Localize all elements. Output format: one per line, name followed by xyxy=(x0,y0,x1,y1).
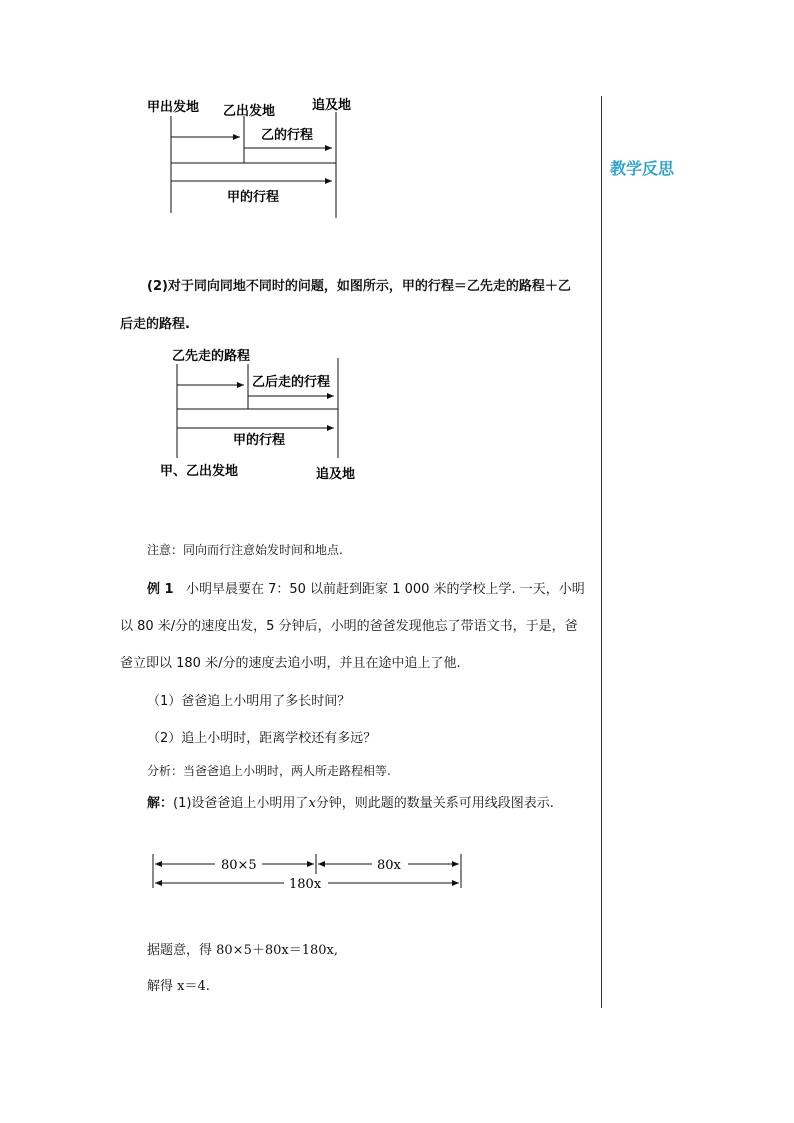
result-expression: x＝4. xyxy=(177,979,210,994)
question-1: （1）爸爸追上小明用了多长时间？ xyxy=(147,694,351,709)
segment-label-80x: 80x xyxy=(377,858,401,873)
segment-diagram xyxy=(0,850,600,895)
example-line3: 爸立即以 180 米/分的速度去追小明，并且在途中追上了他. xyxy=(120,656,461,671)
segment-label-180x: 180x xyxy=(289,877,322,892)
example-line1 xyxy=(147,578,585,597)
example-line2: 以 80 米/分的速度出发，5 分钟后，小明的爸爸发现他忘了带语文书，于是，爸 xyxy=(120,619,578,634)
label-b-distance: 乙的行程 xyxy=(261,128,314,143)
equation-line xyxy=(147,939,338,958)
case2-line1: (2)对于同向同地不同时的问题，如图所示，甲的行程＝乙先走的路程＋乙 xyxy=(147,279,571,294)
solution-label: 解： xyxy=(147,796,174,811)
diagram-same-place-different-time xyxy=(0,340,600,490)
segment-label-80x5: 80×5 xyxy=(221,858,257,873)
solution-text-a: (1)设爸爸追上小明用了 xyxy=(173,796,309,811)
label-start-ab: 甲、乙出发地 xyxy=(160,464,239,479)
diagram-same-place-different-start xyxy=(0,0,600,240)
note: 注意：同向而行注意始发时间和地点. xyxy=(147,543,343,557)
question-2: （2）追上小明时，距离学校还有多远？ xyxy=(147,731,377,746)
label-catch-point: 追及地 xyxy=(312,98,352,113)
label-a-distance: 甲的行程 xyxy=(227,190,280,205)
solution-text-b: 分钟，则此题的数量关系可用线段图表示. xyxy=(315,796,554,811)
teaching-reflection-title: 教学反思 xyxy=(610,159,675,178)
example-label: 例 1 xyxy=(147,582,174,597)
label-a-distance-2: 甲的行程 xyxy=(233,433,286,448)
case2-line2: 后走的路程. xyxy=(120,317,190,332)
analysis: 分析：当爸爸追上小明时，两人所走路程相等. xyxy=(147,764,391,778)
example-text-1: 小明早晨要在 7：50 以前赶到距家 1 000 米的学校上学. 一天，小明 xyxy=(185,582,585,597)
solution-intro xyxy=(147,792,554,811)
result-line xyxy=(147,975,210,994)
label-b-first: 乙先走的路程 xyxy=(172,349,251,364)
result-prefix: 解得 xyxy=(147,979,178,994)
column-divider xyxy=(601,96,602,1008)
label-start-b: 乙出发地 xyxy=(223,104,276,119)
equation-prefix: 据题意，得 xyxy=(147,943,217,958)
equation-expression: 80×5＋80x＝180x, xyxy=(216,943,338,958)
label-start-a: 甲出发地 xyxy=(147,100,200,115)
label-b-later: 乙后走的行程 xyxy=(252,375,331,390)
label-catch-point-2: 追及地 xyxy=(316,467,356,482)
solution-variable: x xyxy=(308,796,316,811)
